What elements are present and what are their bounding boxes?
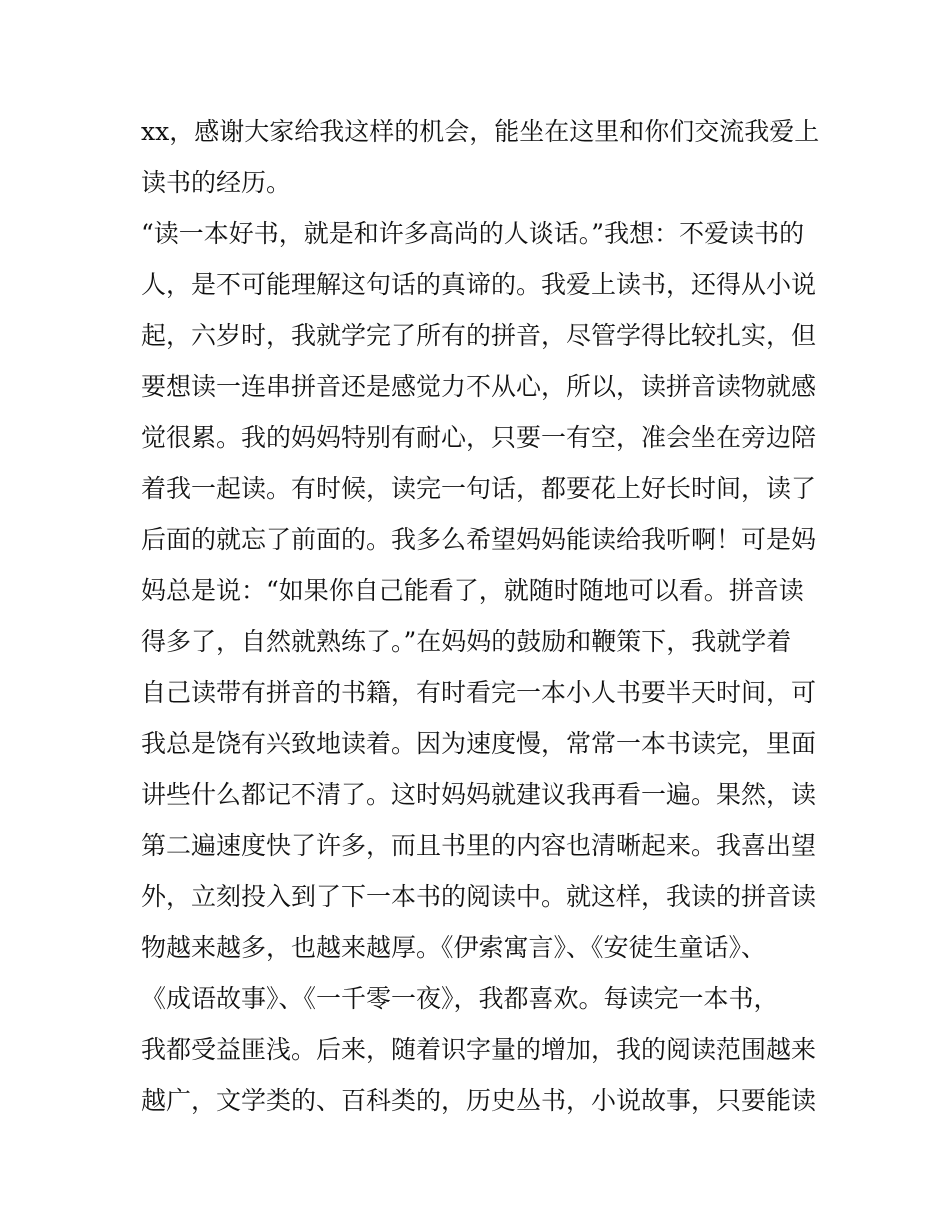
text-line: 物越来越多，也越来越厚。《伊索寓言》、《安徒生童话》、 (141, 933, 767, 962)
text-line: 妈总是说：“如果你自己能看了，就随时随地可以看。拼音读 (141, 576, 804, 605)
text-line: 起，六岁时，我就学完了所有的拼音，尽管学得比较扎实，但 (141, 321, 817, 350)
text-line: 第二遍速度快了许多，而且书里的内容也清晰起来。我喜出望 (141, 831, 817, 860)
text-line: 自己读带有拼音的书籍，有时看完一本小人书要半天时间，可 (141, 678, 817, 707)
text-line: 后面的就忘了前面的。我多么希望妈妈能读给我听啊！可是妈 (141, 525, 817, 554)
text-line: “读一本好书，就是和许多高尚的人谈话。”我想：不爱读书的 (141, 219, 805, 248)
text-line: 得多了，自然就熟练了。”在妈妈的鼓励和鞭策下，我就学着 (141, 627, 792, 656)
text-line: 我总是饶有兴致地读着。因为速度慢，常常一本书读完，里面 (141, 729, 817, 758)
text-line: 觉很累。我的妈妈特别有耐心，只要一有空，准会坐在旁边陪 (141, 423, 817, 452)
text-line: 读书的经历。 (141, 168, 292, 197)
text-line: 外，立刻投入到了下一本书的阅读中。就这样，我读的拼音读 (141, 882, 817, 911)
text-line: 着我一起读。有时候，读完一句话，都要花上好长时间，读了 (141, 474, 817, 503)
text-line: 越广，文学类的、百科类的，历史丛书，小说故事，只要能读 (141, 1086, 817, 1115)
text-line: 我都受益匪浅。后来，随着识字量的增加，我的阅读范围越来 (141, 1035, 817, 1064)
text-line: 《成语故事》、《一千零一夜》，我都喜欢。每读完一本书， (141, 984, 779, 1013)
text-line: 要想读一连串拼音还是感觉力不从心，所以，读拼音读物就感 (141, 372, 817, 401)
text-line: xx，感谢大家给我这样的机会，能坐在这里和你们交流我爱上 (141, 117, 820, 146)
document-body (141, 106, 821, 1126)
text-line: 讲些什么都记不清了。这时妈妈就建议我再看一遍。果然，读 (141, 780, 817, 809)
text-line: 人，是不可能理解这句话的真谛的。我爱上读书，还得从小说 (141, 270, 817, 299)
